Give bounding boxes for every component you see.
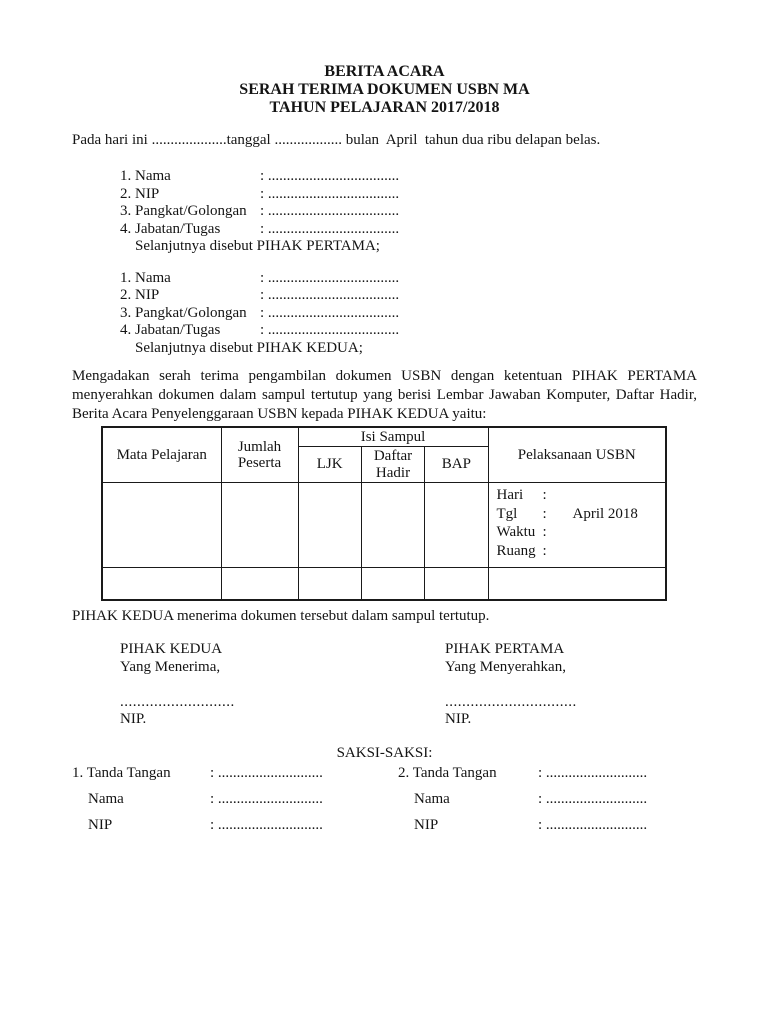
header-bap: BAP [425, 447, 488, 483]
witness-1-value: : ............................ [210, 816, 323, 833]
field-value: : ................................... [260, 322, 400, 338]
handover-paragraph: Mengadakan serah terima pengambilan dokumen USBN dengan ketentuan PIHAK PERTAMA menyerahkan dokumen dalam sampul tertutup yang berisi Lembar Jawaban Komputer, Daftar Hadir, Berita Acara Penyelenggaraan USBN kepada PIHAK KEDUA yaitu: [72, 368, 697, 422]
signature-dots: ........................... [120, 693, 235, 710]
table-body-row-2 [102, 568, 666, 600]
cell-bap [425, 568, 488, 600]
witness-1-value: : ............................ [210, 790, 323, 807]
signature-role: Yang Menerima, [120, 658, 221, 675]
handover-table [101, 426, 667, 601]
exec-value: April 2018 [572, 505, 638, 522]
exec-label: Tgl [496, 505, 518, 522]
table-body-row-1 [102, 483, 666, 568]
witness-2-value: : ........................... [538, 816, 648, 833]
header-daftar-hadir: Daftar Hadir [361, 447, 424, 483]
field-label: 2. NIP [120, 185, 160, 202]
field-value: : ................................... [260, 220, 400, 237]
header-ljk: LJK [298, 447, 361, 483]
party-first-item-pangkat [120, 203, 697, 221]
cell-bap [425, 483, 488, 568]
party-first-closing: Selanjutnya disebut PIHAK PERTAMA; [135, 238, 380, 254]
header-mata-pelajaran: Mata Pelajaran [102, 427, 221, 483]
cell-ljk [298, 568, 361, 600]
field-label: 4. Jabatan/Tugas [120, 322, 221, 338]
signature-party: PIHAK PERTAMA [445, 640, 565, 657]
field-value: : ................................... [260, 185, 400, 202]
witness-2-label: NIP [414, 816, 439, 833]
witness-2-label: Nama [414, 790, 450, 807]
signature-dots: ............................... [445, 693, 577, 710]
field-label: 1. Nama [120, 168, 171, 184]
field-value: : ................................... [260, 168, 400, 184]
title-line-1: BERITA ACARA [324, 63, 445, 80]
field-value: : ................................... [260, 304, 400, 321]
witness-2-label: 2. Tanda Tangan [398, 764, 497, 781]
cell-pelaksanaan [488, 568, 666, 600]
exec-tgl [497, 505, 662, 524]
exec-label: Ruang [496, 542, 536, 559]
exec-colon: : [542, 524, 547, 540]
party-first-list [120, 168, 697, 256]
field-label: 4. Jabatan/Tugas [120, 220, 221, 237]
exec-label: Waktu [496, 524, 536, 540]
party-second-item-nip [120, 287, 697, 305]
party-second-item-jabatan [120, 322, 697, 340]
exec-colon: : [542, 487, 547, 503]
cell-jumlah-peserta [221, 568, 298, 600]
exec-waktu [497, 523, 662, 542]
signature-nip: NIP. [120, 710, 147, 727]
signature-nip: NIP. [445, 710, 472, 727]
party-second-item-pangkat [120, 305, 697, 323]
signature-block-pihak-kedua [120, 640, 235, 729]
witness-2-value: : ........................... [538, 790, 648, 807]
signature-role: Yang Menyerahkan, [445, 658, 566, 675]
exec-colon: : [542, 505, 547, 522]
cell-mata-pelajaran [102, 483, 221, 568]
witness-row-tanda-tangan [72, 765, 697, 781]
witness-1-label: Nama [88, 790, 124, 807]
exec-label: Hari [496, 487, 524, 503]
witness-1-value: : ............................ [210, 764, 323, 781]
witness-2-value: : ........................... [538, 764, 648, 781]
party-second-item-nama [120, 270, 697, 288]
witness-1-label: 1. Tanda Tangan [72, 764, 171, 781]
header-jumlah-peserta: Jumlah Peserta [221, 427, 298, 483]
witness-row-nama [72, 791, 697, 807]
header-pelaksanaan-usbn: Pelaksanaan USBN [488, 427, 666, 483]
exec-hari [497, 486, 662, 505]
cell-daftar-hadir [361, 483, 424, 568]
cell-mata-pelajaran [102, 568, 221, 600]
exec-ruang [497, 542, 662, 561]
header-isi-sampul: Isi Sampul [298, 427, 488, 447]
party-first-item-nip [120, 186, 697, 204]
party-first-item-jabatan [120, 221, 697, 239]
field-value: : ................................... [260, 269, 400, 286]
opening-line: Pada hari ini ....................tanggal .................. bulan April tahun dua ribu delapan belas. [72, 132, 601, 148]
witness-row-nip [72, 817, 697, 833]
party-second-list [120, 270, 697, 358]
signature-party: PIHAK KEDUA [120, 640, 223, 657]
field-value: : ................................... [260, 287, 400, 303]
party-second-closing: Selanjutnya disebut PIHAK KEDUA; [135, 339, 363, 356]
signature-block-pihak-pertama [445, 640, 577, 729]
title-line-2: SERAH TERIMA DOKUMEN USBN MA [239, 81, 530, 98]
party-first-item-nama [120, 168, 697, 186]
field-label: 1. Nama [120, 269, 171, 286]
cell-ljk [298, 483, 361, 568]
receipt-line: PIHAK KEDUA menerima dokumen tersebut dalam sampul tertutup. [72, 607, 490, 624]
title-line-3: TAHUN PELAJARAN 2017/2018 [269, 99, 500, 116]
document-title [72, 63, 697, 117]
cell-pelaksanaan [488, 483, 666, 568]
field-label: 2. NIP [120, 287, 160, 303]
field-label: 3. Pangkat/Golongan [120, 203, 247, 219]
witnesses-heading: SAKSI-SAKSI: [336, 744, 433, 761]
cell-daftar-hadir [361, 568, 424, 600]
table-header-row-1 [102, 427, 666, 447]
field-label: 3. Pangkat/Golongan [120, 304, 247, 321]
signature-section [72, 640, 697, 732]
witnesses-section [72, 765, 697, 833]
witness-1-label: NIP [88, 816, 113, 833]
field-value: : ................................... [260, 203, 400, 219]
exec-colon: : [542, 542, 547, 559]
cell-jumlah-peserta [221, 483, 298, 568]
